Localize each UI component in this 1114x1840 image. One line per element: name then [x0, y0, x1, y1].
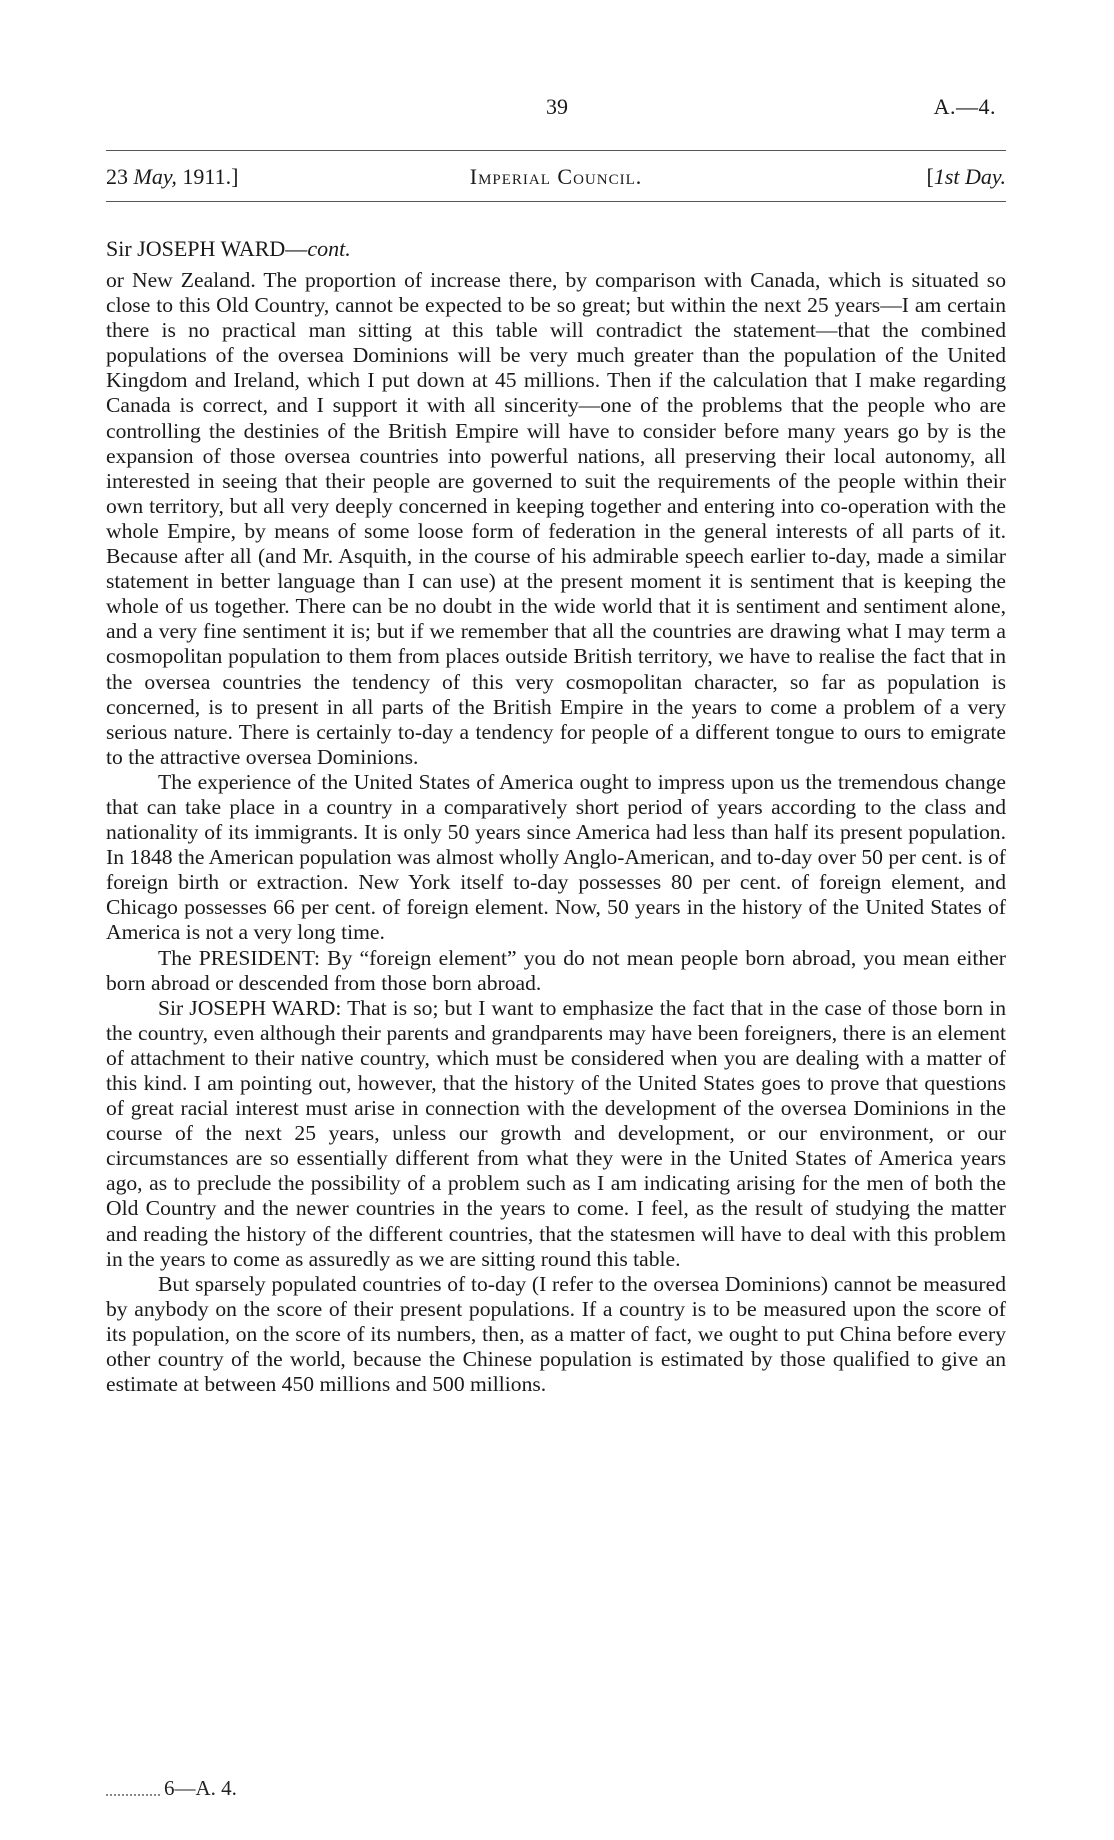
document-code: A.—4.: [933, 94, 996, 119]
paragraph-2: The experience of the United States of America ought to impress upon us the tremendous change that can take place in a country in a comparatively short period of years according to the class and nationality of its immigrants. It is only 50 years since America had less than half its present population. In 1848 the American population was almost wholly Anglo-American, and to-day over 50 per cent. is of foreign birth or extraction. New York itself to-day possesses 80 per cent. of foreign element, and Chicago possesses 66 per cent. of foreign element. Now, 50 years in the history of the United States of America is not a very long time.: [106, 769, 1006, 945]
speaker-name: Sir JOSEPH WARD—: [106, 236, 308, 261]
speaker-cont: cont.: [307, 236, 351, 261]
paragraph-3: The PRESIDENT: By “foreign element” you do not mean people born abroad, you mean either born abroad or descended from those born abroad.: [106, 945, 1006, 995]
paragraph-4: Sir JOSEPH WARD: That is so; but I want to emphasize the fact that in the case of those born in the country, even although their parents and grandparents may have been foreigners, there is an element of attachment to their native country, which must be considered when you are dealing with a matter of this kind. I am pointing out, however, that the history of the United States goes to prove that questions of great racial interest must arise in connection with the development of the oversea Dominions in the course of the next 25 years, unless our growth and development, or our environment, or our circumstances are so essentially different from what they were in the United States of America years ago, as to preclude the possibility of a problem such as I am indicating arising for the men of both the Old Country and the newer countries in the years to come. I feel, as the result of studying the matter and reading the history of the different countries, that the statesmen will have to deal with this problem in the years to come as assuredly as we are sitting round this table.: [106, 995, 1006, 1271]
day-bracket: [: [926, 164, 934, 189]
date-prefix: 23: [106, 164, 134, 189]
day-text: 1st Day.: [933, 164, 1006, 189]
page-number: 39: [546, 94, 568, 119]
body-text: [106, 268, 1006, 1397]
running-head-day: [927, 164, 1006, 190]
header-rule-bottom: [106, 201, 1006, 202]
date-suffix: 1911.]: [176, 164, 239, 189]
paragraph-1: or New Zealand. The proportion of increase there, by comparison with Canada, which is situated so close to this Old Country, cannot be expected to be so great; but within the next 25 years—I am certain there is no practical man sitting at this table will contradict the statement—that the combined populations of the oversea Dominions will be very much greater than the population of the United Kingdom and Ireland, which I put down at 45 millions. Then if the calculation that I make regarding Canada is correct, and I support it with all sincerity—one of the problems that the people who are controlling the destinies of the British Empire will have to consider before many years go by is the expansion of those oversea countries into powerful nations, all preserving their local autonomy, all interested in seeing that their people are governed to suit the requirements of the people within their own territory, but all very deeply concerned in keeping together and entering into co-operation with the whole Empire, by means of some loose form of federation in the general interests of all parts of it. Because after all (and Mr. Asquith, in the course of his admirable speech earlier to-day, made a similar statement in better language than I can use) at the present moment it is sentiment that is keeping the whole of us together. There can be no doubt in the wide world that it is sentiment and sentiment alone, and a very fine sentiment it is; but if we remember that all the countries are drawing what I may term a cosmopolitan population to them from places outside British territory, we have to realise the fact that in the oversea countries the tendency of this very cosmopolitan character, so far as population is concerned, is to present in all parts of the British Empire in the years to come a problem of a very serious nature. There is certainly to-day a tendency for people of a different tongue to ours to emigrate to the attractive oversea Dominions.: [106, 268, 1006, 769]
speaker-heading: [106, 236, 351, 262]
printer-signature: [106, 1776, 237, 1801]
signature-text: 6—A. 4.: [164, 1776, 237, 1800]
date-month: May,: [133, 164, 177, 189]
paragraph-5: But sparsely populated countries of to-day (I refer to the oversea Dominions) cannot be measured by anybody on the score of their present populations. If a country is to be measured upon the score of its population, on the score of its numbers, then, as a matter of fact, we ought to put China before every other country of the world, because the Chinese population is estimated by those qualified to give an estimate at between 450 millions and 500 millions.: [106, 1271, 1006, 1397]
running-head-council: Imperial Council.: [469, 164, 643, 189]
running-head: [106, 164, 1006, 194]
header-rule-top: [106, 150, 1006, 151]
smudge-mark: [106, 1784, 160, 1796]
